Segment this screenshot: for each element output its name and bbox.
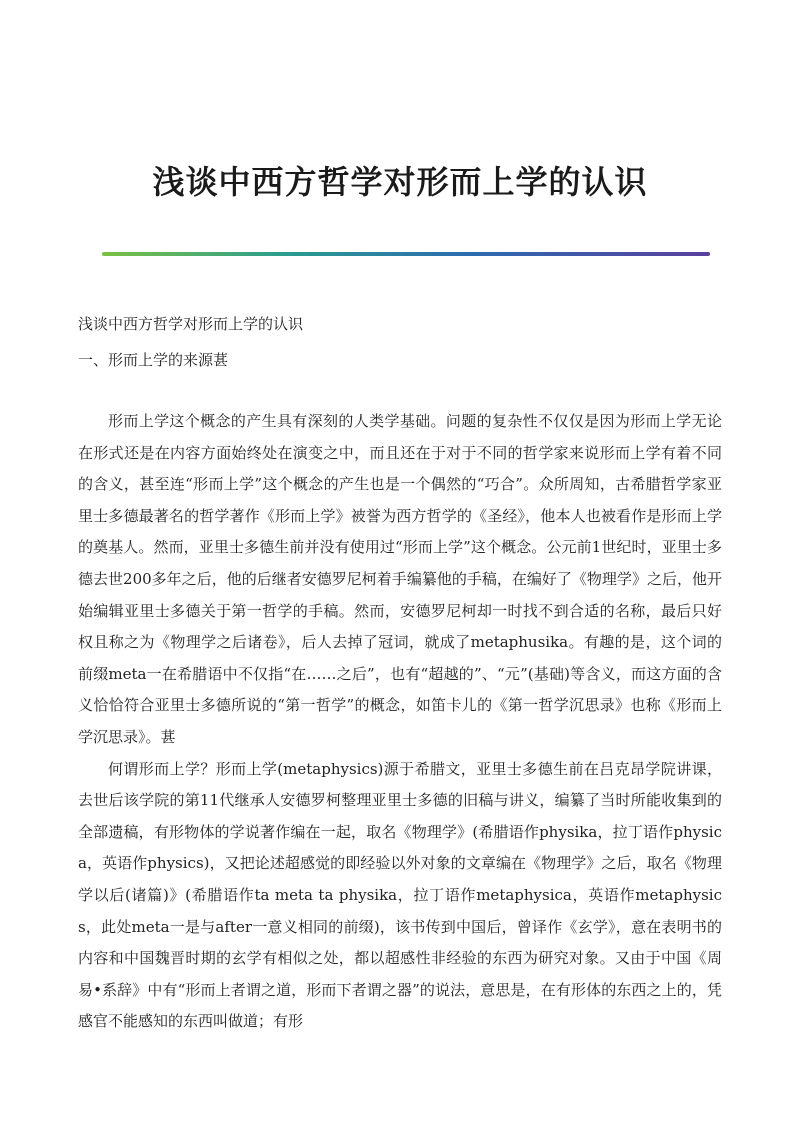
document-title: 浅谈中西方哲学对形而上学的认识 xyxy=(152,163,648,201)
spacer xyxy=(78,376,722,406)
document-body xyxy=(78,308,722,1038)
title-divider xyxy=(102,252,710,256)
section-heading: 一、形而上学的来源葚 xyxy=(78,351,229,369)
paragraph: 何谓形而上学？形而上学(metaphysics)源于希腊文，亚里士多德生前在吕克昂学院讲课，去世后该学院的第11代继承人安德罗柯整理亚里士多德的旧稿与讲义，编纂了当时所能收集到的全部遗稿，有形物体的学说著作编在一起，取名《物理学》(希腊语作physika，拉丁语作physica，英语作physics)，又把论述超感觉的即经验以外对象的文章编在《物理学》之后，取名《物理学以后(诸篇)》(希腊语作ta meta ta physika，拉丁语作metaphysica，英语作metaphysics，此处meta一是与after一意义相同的前缀)，该书传到中国后，曾译作《玄学》，意在表明书的内容和中国魏晋时期的玄学有相似之处，都以超感性非经验的东西为研究对象。又由于中国《周易•系辞》中有“形而上者谓之道，形而下者谓之器”的说法，意思是，在有形体的东西之上的，凭感官不能感知的东西叫做道；有形 xyxy=(78,759,722,1031)
document-subtitle: 浅谈中西方哲学对形而上学的认识 xyxy=(78,315,304,333)
paragraph: 形而上学这个概念的产生具有深刻的人类学基础。问题的复杂性不仅仅是因为形而上学无论在形式还是在内容方面始终处在演变之中，而且还在于对于不同的哲学家来说形而上学有着不同的含义，甚至连“形而上学”这个概念的产生也是一个偶然的“巧合”。众所周知，古希腊哲学家亚里士多德最著名的哲学著作《形而上学》被誉为西方哲学的《圣经》，他本人也被看作是形而上学的奠基人。然而，亚里士多德生前并没有使用过“形而上学”这个概念。公元前1世纪时，亚里士多德去世200多年之后，他的后继者安德罗尼柯着手编纂他的手稿，在编好了《物理学》之后，他开始编辑亚里士多德关于第一哲学的手稿。然而，安德罗尼柯却一时找不到合适的名称，最后只好权且称之为《物理学之后诸卷》，后人去掉了冠词，就成了metaphusika。有趣的是，这个词的前缀meta一在希腊语中不仅指“在……之后”，也有“超越的”、“元”(基础)等含义，而这方面的含义恰恰符合亚里士多德所说的“第一哲学”的概念，如笛卡儿的《第一哲学沉思录》也称《形而上学沉思录》。葚 xyxy=(78,412,722,746)
